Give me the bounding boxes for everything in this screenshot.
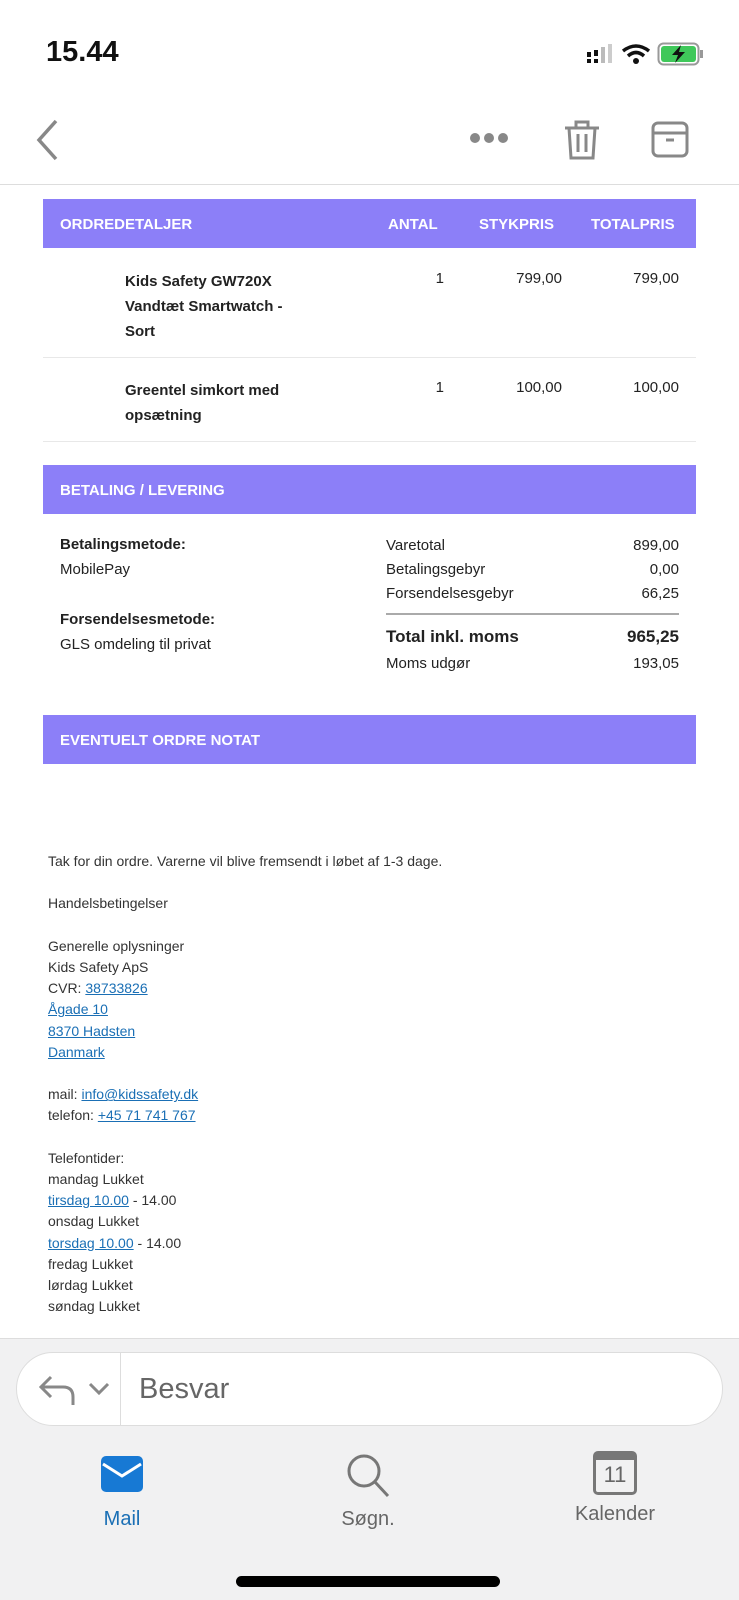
shipping-fee-value: 66,25 xyxy=(641,585,679,602)
status-time: 15.44 xyxy=(46,36,119,68)
line: opsætning xyxy=(125,407,202,424)
more-icon[interactable] xyxy=(468,131,512,145)
order-table-header xyxy=(43,199,696,248)
thanks-text: Tak for din ordre. Varerne vil blive fremsendt i løbet af 1-3 dage. xyxy=(48,853,443,869)
total-divider xyxy=(386,613,679,615)
col-header-unit: STYKPRIS xyxy=(479,216,555,233)
chevron-down-icon[interactable] xyxy=(87,1381,111,1397)
subtotal-value: 899,00 xyxy=(633,537,679,554)
vat-value: 193,05 xyxy=(633,655,679,672)
line: Kids Safety GW720X xyxy=(125,273,272,290)
subtotal-label: Varetotal xyxy=(386,537,445,554)
product-total-price: 100,00 xyxy=(633,379,679,396)
mail-icon xyxy=(99,1454,145,1494)
payment-header xyxy=(43,465,696,514)
vat-label: Moms udgør xyxy=(386,655,471,672)
archive-icon[interactable] xyxy=(650,120,690,160)
address-street-link[interactable]: Ågade 10 xyxy=(48,1001,108,1018)
tab-mail[interactable] xyxy=(62,1454,182,1531)
company-name: Kids Safety ApS xyxy=(48,959,149,976)
shipping-method-label: Forsendelsesmetode: xyxy=(60,611,216,628)
terms-text: Handelsbetingelser xyxy=(48,895,168,912)
toolbar-divider xyxy=(0,184,739,185)
product-name xyxy=(125,269,283,344)
shipping-fee-label: Forsendelsesgebyr xyxy=(386,585,514,602)
wifi-icon xyxy=(621,44,651,64)
line: Sort xyxy=(125,323,155,340)
phone-label: telefon: xyxy=(48,1107,98,1124)
tab-search[interactable] xyxy=(308,1452,428,1531)
divider xyxy=(120,1353,121,1425)
order-note-header xyxy=(43,715,696,764)
col-header-qty: ANTAL xyxy=(388,216,438,233)
footer-text xyxy=(48,851,442,1317)
col-header-details: ORDREDETALJER xyxy=(60,216,193,233)
signal-icon xyxy=(585,44,615,64)
col-header-total: TOTALPRIS xyxy=(591,216,675,233)
row-divider xyxy=(43,357,696,358)
product-qty: 1 xyxy=(435,379,444,396)
product-unit-price: 799,00 xyxy=(516,270,562,287)
cvr-link[interactable]: 38733826 xyxy=(85,980,148,997)
hours-title: Telefontider: xyxy=(48,1149,125,1166)
home-indicator xyxy=(236,1576,500,1587)
tab-calendar[interactable] xyxy=(555,1451,675,1526)
payment-fee-value: 0,00 xyxy=(649,561,679,578)
line: Vandtæt Smartwatch - xyxy=(125,298,283,315)
reply-input[interactable]: Besvar xyxy=(139,1373,230,1405)
calendar-icon: 11 xyxy=(593,1451,637,1495)
hours-thursday-rest: - 14.00 xyxy=(133,1234,182,1251)
hours-tuesday-link[interactable]: tirsdag 10.00 xyxy=(48,1192,129,1209)
hours-tuesday-rest: - 14.00 xyxy=(128,1192,177,1209)
product-total-price: 799,00 xyxy=(633,270,679,287)
hours-monday: mandag Lukket xyxy=(48,1171,144,1188)
product-qty: 1 xyxy=(435,270,444,287)
payment-fee-label: Betalingsgebyr xyxy=(386,561,486,578)
battery-charging-icon xyxy=(657,42,705,66)
hours-thursday-link[interactable]: torsdag 10.00 xyxy=(48,1234,134,1251)
hours-friday: fredag Lukket xyxy=(48,1255,133,1272)
address-city-link[interactable]: 8370 Hadsten xyxy=(48,1022,136,1039)
tab-calendar-label: Kalender xyxy=(574,1503,656,1525)
total-label: Total inkl. moms xyxy=(386,627,519,646)
back-icon[interactable] xyxy=(34,118,62,162)
product-name xyxy=(125,378,279,428)
address-country-link[interactable]: Danmark xyxy=(48,1043,105,1060)
status-icons xyxy=(585,42,715,66)
search-icon xyxy=(345,1452,391,1498)
line: Greentel simkort med xyxy=(125,382,280,399)
hours-sunday: søndag Lukket xyxy=(48,1298,140,1315)
phone-link[interactable]: +45 71 741 767 xyxy=(97,1107,196,1124)
trash-icon[interactable] xyxy=(562,118,602,162)
total-value: 965,25 xyxy=(627,627,679,646)
row-divider xyxy=(43,441,696,442)
cvr-label: CVR: xyxy=(48,980,86,997)
shipping-method: GLS omdeling til privat xyxy=(60,636,211,653)
email-link[interactable]: info@kidssafety.dk xyxy=(81,1086,199,1103)
mail-label: mail: xyxy=(48,1086,82,1103)
hours-wednesday: onsdag Lukket xyxy=(48,1213,140,1230)
bottom-bar xyxy=(0,1338,739,1600)
payment-method: MobilePay xyxy=(60,561,131,578)
tab-search-label: Søgn. xyxy=(341,1508,395,1530)
hours-saturday: lørdag Lukket xyxy=(48,1277,133,1294)
general-info: Generelle oplysninger xyxy=(48,937,185,954)
reply-bar[interactable] xyxy=(16,1352,723,1426)
reply-icon[interactable] xyxy=(37,1373,77,1407)
payment-title: BETALING / LEVERING xyxy=(60,482,225,499)
tab-mail-label: Mail xyxy=(103,1508,141,1530)
order-note-title: EVENTUELT ORDRE NOTAT xyxy=(60,732,260,749)
product-unit-price: 100,00 xyxy=(516,379,562,396)
payment-method-label: Betalingsmetode: xyxy=(60,536,186,553)
